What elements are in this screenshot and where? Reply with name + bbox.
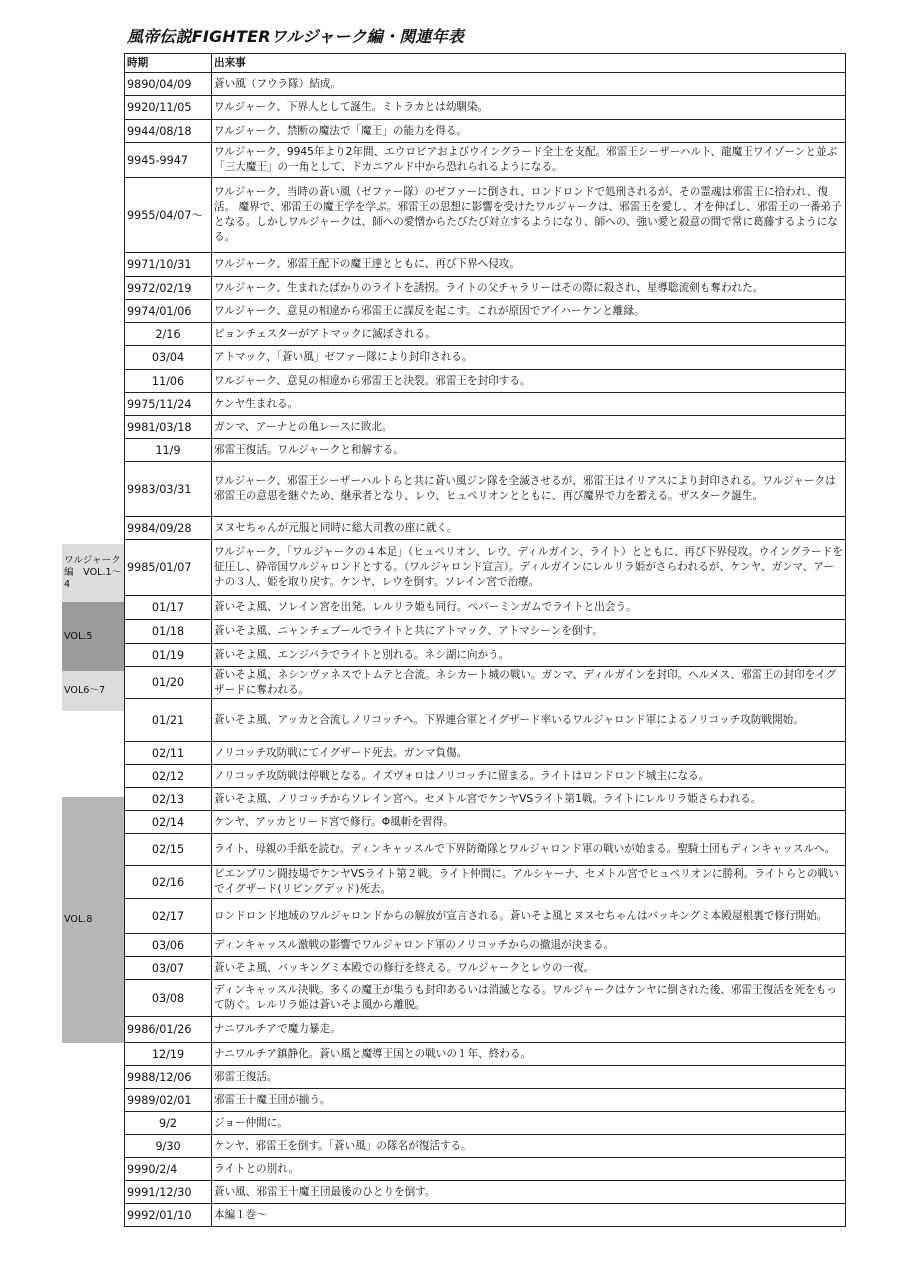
timeline-table (124, 53, 846, 1227)
page-title: 風帝伝説FIGHTERワルジャーク編・関連年表 (127, 27, 464, 46)
event-cell: ピエンブリン闘技場でケンヤVSライト第２戦。ライト仲間に。アルシャーナ、セメトル宮でヒュペリオンに勝利。ライトらとの戦いでイグザード(リビングデッド)死去。 (212, 866, 846, 899)
event-cell: 蒼い風、邪雷王十魔王団最後のひとりを倒す。 (212, 1181, 846, 1204)
event-cell: 邪雷王復活。ワルジャークと和解する。 (212, 439, 846, 462)
event-cell: 蒼いそよ風、ソレイン宮を出発。レルリラ姫も同行。ペパーミンガムでライトと出会う。 (212, 596, 846, 620)
table-row (125, 1135, 846, 1158)
date-cell: 9984/09/28 (125, 517, 212, 540)
event-cell: アトマック、「蒼い風」ゼファー隊により封印される。 (212, 346, 846, 370)
date-cell: 02/13 (125, 788, 212, 811)
event-cell: ワルジャーク、生まれたばかりのライトを誘拐。ライトの父チャラリーはその際に殺され、星導聡流剣も奪われた。 (212, 277, 846, 300)
table-row (125, 517, 846, 540)
table-row (125, 1066, 846, 1089)
table-row (125, 277, 846, 300)
event-cell: ワルジャーク、下界人として誕生。ミトラカとは幼馴染。 (212, 96, 846, 120)
event-cell: 蒼いそよ風、バッキングミ本殿での修行を終える。ワルジャークとレウの一夜。 (212, 957, 846, 980)
date-cell: 02/16 (125, 866, 212, 899)
date-cell: 11/06 (125, 370, 212, 393)
volume-label: VOL6～7 (64, 685, 106, 696)
event-cell: ワルジャーク、意見の相違から邪雷王と決裂。邪雷王を封印する。 (212, 370, 846, 393)
date-cell: 03/04 (125, 346, 212, 370)
event-cell: ナニワルチアで魔力暴走。 (212, 1017, 846, 1043)
date-cell: 2/16 (125, 323, 212, 346)
date-cell: 9920/11/05 (125, 96, 212, 120)
table-row (125, 899, 846, 934)
date-cell: 9955/04/07～ (125, 178, 212, 253)
event-cell: ディンキャッスル激戦の影響でワルジャロンド軍のノリコッチからの撤退が決まる。 (212, 934, 846, 957)
date-cell: 02/11 (125, 742, 212, 765)
table-row (125, 834, 846, 866)
date-cell: 9986/01/26 (125, 1017, 212, 1043)
table-row (125, 1204, 846, 1227)
table-row (125, 742, 846, 765)
date-cell: 01/18 (125, 620, 212, 644)
date-cell: 9/30 (125, 1135, 212, 1158)
column-header-date: 時期 (125, 54, 212, 73)
event-cell: ケンヤ生まれる。 (212, 393, 846, 416)
event-cell: ワルジャーク、禁断の魔法で「魔王」の能力を得る。 (212, 120, 846, 143)
event-cell: ロンドロンド地域のワルジャロンドからの解放が宣言される。蒼いそよ風とヌヌセちゃんはバッキングミ本殿屋根裏で修行開始。 (212, 899, 846, 934)
date-cell: 9890/04/09 (125, 73, 212, 96)
table-row (125, 323, 846, 346)
event-cell: ワルジャーク、9945年より2年間、エウロピアおよびウイングラード全土を支配。邪雷王シーザーハルト、龍魔王ワイゾーンと並ぶ「三大魔王」の一角として、ドカニアルド中から恐れられるようになる。 (212, 143, 846, 178)
event-cell: ノリコッチ攻防戦は停戦となる。イズヴォロはノリコッチに留まる。ライトはロンドロンド城主になる。 (212, 765, 846, 788)
table-row (125, 699, 846, 742)
event-cell: 邪雷王復活。 (212, 1066, 846, 1089)
table-row (125, 957, 846, 980)
date-cell: 01/19 (125, 644, 212, 667)
date-cell: 01/17 (125, 596, 212, 620)
volume-label: VOL.5 (64, 630, 93, 642)
table-row (125, 178, 846, 253)
date-cell: 9983/03/31 (125, 462, 212, 517)
date-cell: 9981/03/18 (125, 416, 212, 439)
date-cell: 9992/01/10 (125, 1204, 212, 1227)
date-cell: 02/15 (125, 834, 212, 866)
date-cell: 9971/10/31 (125, 253, 212, 277)
date-cell: 02/17 (125, 899, 212, 934)
volume-band (62, 671, 124, 711)
event-cell: 蒼いそよ風、エンジバラでライトと別れる。ネシ湖に向かう。 (212, 644, 846, 667)
date-cell: 9972/02/19 (125, 277, 212, 300)
date-cell: 03/08 (125, 980, 212, 1017)
date-cell: 9945-9947 (125, 143, 212, 178)
volume-band (62, 797, 124, 1043)
table-row (125, 393, 846, 416)
event-cell: 邪雷王十魔王団が揃う。 (212, 1089, 846, 1112)
date-cell: 9991/12/30 (125, 1181, 212, 1204)
date-cell: 9988/12/06 (125, 1066, 212, 1089)
table-row (125, 1158, 846, 1181)
table-row (125, 253, 846, 277)
table-row (125, 462, 846, 517)
event-cell: ピョンチェスターがアトマックに滅ぼされる。 (212, 323, 846, 346)
table-row (125, 439, 846, 462)
table-row (125, 620, 846, 644)
volume-band (62, 602, 124, 671)
table-row (125, 120, 846, 143)
table-row (125, 1181, 846, 1204)
date-cell: 12/19 (125, 1043, 212, 1066)
table-row (125, 1089, 846, 1112)
date-cell: 9/2 (125, 1112, 212, 1135)
event-cell: ジョー仲間に。 (212, 1112, 846, 1135)
event-cell: ワルジャーク、邪雷王配下の魔王達とともに、再び下界へ侵攻。 (212, 253, 846, 277)
volume-label: VOL.8 (64, 914, 93, 925)
date-cell: 01/21 (125, 699, 212, 742)
event-cell: ワルジャーク、当時の蒼い風（ゼファー隊）のゼファーに倒され、ロンドロンドで処刑されるが、その霊魂は邪雷王に拾われ、復活。 魔界で、邪雷王の魔王学を学ぶ。邪雷王の思想に影響を受けたワルジャークは、邪雷王を愛し、才を伸ばし、邪雷王の一番弟子となる。しかしワルジャークは、師への愛憎からたびたび対立するようになり、師への、強い愛と殺意の間で常に葛藤するようになる。 (212, 178, 846, 253)
table-row (125, 866, 846, 899)
event-cell: 蒼いそよ風、ネシンヴァネスでトムテと合流。ネシカート城の戦い。ガンマ、ディルガインを封印。ヘルメス、邪雷王の封印をイグザードに奪われる。 (212, 667, 846, 699)
event-cell: ライトとの別れ。 (212, 1158, 846, 1181)
table-row (125, 596, 846, 620)
date-cell: 9974/01/06 (125, 300, 212, 323)
table-row (125, 934, 846, 957)
date-cell: 11/9 (125, 439, 212, 462)
table-row (125, 811, 846, 834)
table-row (125, 667, 846, 699)
date-cell: 03/07 (125, 957, 212, 980)
date-cell: 03/06 (125, 934, 212, 957)
table-row (125, 1017, 846, 1043)
date-cell: 9985/01/07 (125, 540, 212, 596)
date-cell: 02/12 (125, 765, 212, 788)
volume-label: ワルジャーク編 VOL.1～4 (64, 555, 122, 590)
table-row (125, 416, 846, 439)
event-cell: 蒼い風（フウラ隊）結成。 (212, 73, 846, 96)
event-cell: 蒼いそよ風、ノリコッチからソレイン宮へ。セメトル宮でケンヤVSライト第1戦。ライトにレルリラ姫さらわれる。 (212, 788, 846, 811)
event-cell: ワルジャーク、意見の相違から邪雷王に謀反を起こす。これが原因でアイハーケンと離縁。 (212, 300, 846, 323)
event-cell: ケンヤ、邪雷王を倒す。「蒼い風」の隊名が復活する。 (212, 1135, 846, 1158)
date-cell: 01/20 (125, 667, 212, 699)
table-row (125, 765, 846, 788)
table-row (125, 1112, 846, 1135)
event-cell: ケンヤ、アッカとリード宮で修行。Φ風斬を習得。 (212, 811, 846, 834)
date-cell: 9990/2/4 (125, 1158, 212, 1181)
event-cell: ヌヌセちゃんが元服と同時に総大司教の座に就く。 (212, 517, 846, 540)
event-cell: ディンキャッスル決戦。多くの魔王が集うも封印あるいは消滅となる。ワルジャークはケンヤに倒された後、邪雷王復活を死をもって防ぐ。レルリラ姫は蒼いそよ風から離脱。 (212, 980, 846, 1017)
table-row (125, 143, 846, 178)
date-cell: 02/14 (125, 811, 212, 834)
event-cell: ワルジャーク、「ワルジャークの４本足」（ヒュペリオン、レウ、ディルガイン、ライト）とともに、再び下界侵攻。ウイングラードを征圧し、砕帝国ワルジャロンドとする。（ワルジャロンド宣言）。ディルガインにレルリラ姫がさらわれるが、ケンヤ、ガンマ、アーナの３人、姫を取り戻す。ケンヤ、レウを倒す。ソレイン宮で治療。 (212, 540, 846, 596)
table-row (125, 300, 846, 323)
table-row (125, 370, 846, 393)
date-cell: 9944/08/18 (125, 120, 212, 143)
event-cell: ワルジャーク、邪雷王シーザーハルトらと共に蒼い風ジン隊を全滅させるが、邪雷王はイリアスにより封印される。ワルジャークは邪雷王の意思を継ぐため、継承者となり、レウ、ヒュペリオンとともに、再び魔界で力を蓄える。ザスターク誕生。 (212, 462, 846, 517)
table-row (125, 346, 846, 370)
event-cell: ガンマ、アーナとの亀レースに敗北。 (212, 416, 846, 439)
event-cell: 蒼いそよ風、ニャンチェプールでライトと共にアトマック、アトマシーンを倒す。 (212, 620, 846, 644)
date-cell: 9989/02/01 (125, 1089, 212, 1112)
event-cell: ライト、母親の手紙を読む。ディンキャッスルで下界防衛隊とワルジャロンド軍の戦いが始まる。聖騎士団もディンキャッスルへ。 (212, 834, 846, 866)
column-header-event: 出来事 (212, 54, 846, 73)
table-row (125, 788, 846, 811)
table-header-row (125, 54, 846, 73)
event-cell: ナニワルチア鎮静化。蒼い風と魔導王国との戦いの１年、終わる。 (212, 1043, 846, 1066)
event-cell: 蒼いそよ風、アッカと合流しノリコッチへ。下界連合軍とイグザード率いるワルジャロンド軍によるノリコッチ攻防戦開始。 (212, 699, 846, 742)
table-row (125, 73, 846, 96)
volume-band (62, 544, 124, 602)
table-body (125, 73, 846, 1227)
table-row (125, 1043, 846, 1066)
table-row (125, 644, 846, 667)
table-row (125, 96, 846, 120)
event-cell: 本編１巻～ (212, 1204, 846, 1227)
event-cell: ノリコッチ攻防戦にてイグザード死去。ガンマ負傷。 (212, 742, 846, 765)
table-row (125, 540, 846, 596)
table-row (125, 980, 846, 1017)
date-cell: 9975/11/24 (125, 393, 212, 416)
